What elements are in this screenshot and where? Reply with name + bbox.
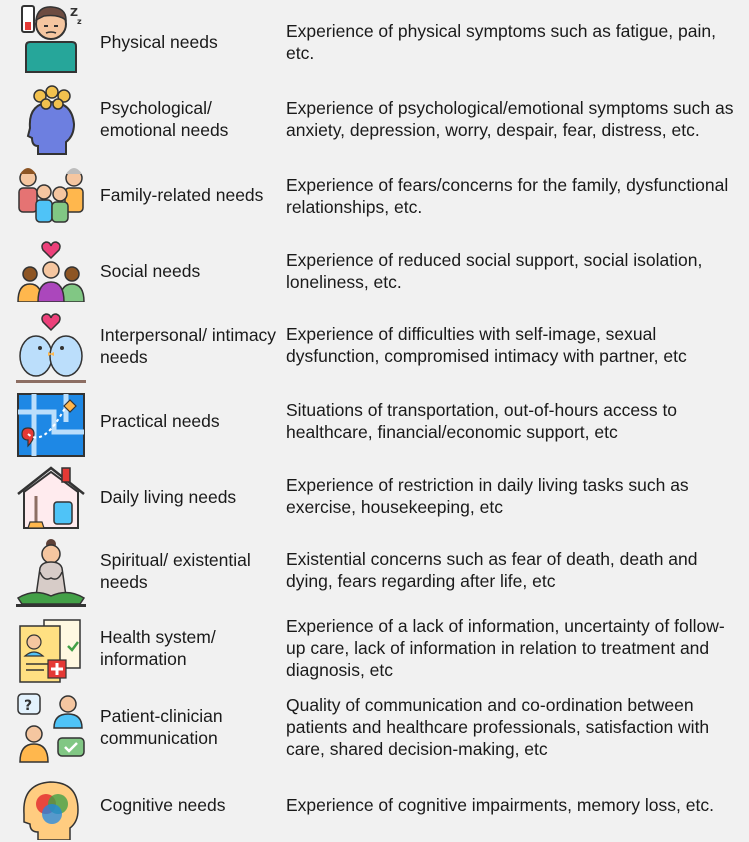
brain-head-icon bbox=[14, 772, 88, 840]
medical-records-icon bbox=[14, 616, 88, 684]
tired-person-icon bbox=[14, 2, 88, 74]
needs-row bbox=[0, 462, 749, 532]
need-label: Interpersonal/ intimacy needs bbox=[100, 325, 277, 367]
need-description: Quality of communication and co-ordination between patients and healthcare professionals, satisfaction with care, shared decision-making, etc bbox=[286, 695, 710, 759]
need-description: Existential concerns such as fear of death, death and dying, fears regarding after life, etc bbox=[286, 549, 698, 591]
needs-row bbox=[0, 162, 749, 234]
needs-row bbox=[0, 534, 749, 610]
need-label: Social needs bbox=[100, 261, 201, 281]
need-description: Experience of cognitive impairments, memory loss, etc. bbox=[286, 795, 714, 815]
lovebirds-icon bbox=[14, 310, 88, 386]
need-label: Physical needs bbox=[100, 32, 218, 52]
need-description: Experience of difficulties with self-image, sexual dysfunction, compromised intimacy with partner, etc bbox=[286, 324, 687, 366]
need-label: Spiritual/ existential needs bbox=[100, 550, 251, 592]
house-cleaning-icon bbox=[14, 464, 88, 530]
meditation-icon bbox=[14, 536, 88, 608]
need-description: Experience of a lack of information, uncertainty of follow-up care, lack of information in relation to treatment and diagnosis, etc bbox=[286, 616, 725, 680]
needs-row bbox=[0, 688, 749, 768]
need-description: Experience of physical symptoms such as fatigue, pain, etc. bbox=[286, 21, 716, 63]
need-description: Experience of fears/concerns for the family, dysfunctional relationships, etc. bbox=[286, 175, 729, 217]
needs-row bbox=[0, 0, 749, 78]
needs-row bbox=[0, 308, 749, 388]
family-group-icon bbox=[14, 162, 88, 230]
needs-row bbox=[0, 390, 749, 460]
svg-text:?: ? bbox=[24, 698, 33, 714]
needs-row bbox=[0, 80, 749, 162]
need-description: Experience of psychological/emotional symptoms such as anxiety, depression, worry, despair, fear, distress, etc. bbox=[286, 98, 734, 140]
need-description: Experience of restriction in daily living tasks such as exercise, housekeeping, etc bbox=[286, 475, 689, 517]
need-label: Health system/ information bbox=[100, 627, 216, 669]
map-route-icon bbox=[14, 392, 88, 458]
svg-text:z: z bbox=[77, 17, 82, 26]
need-label: Practical needs bbox=[100, 411, 220, 431]
svg-text:Z: Z bbox=[70, 6, 78, 19]
people-heart-icon bbox=[14, 238, 88, 302]
head-brain-swirl-icon bbox=[14, 84, 88, 156]
need-label: Daily living needs bbox=[100, 487, 237, 507]
needs-row bbox=[0, 236, 749, 306]
needs-row bbox=[0, 612, 749, 686]
need-description: Experience of reduced social support, social isolation, loneliness, etc. bbox=[286, 250, 703, 292]
doctor-patient-chat-icon bbox=[14, 692, 88, 764]
needs-row bbox=[0, 770, 749, 840]
need-label: Patient-clinician communication bbox=[100, 706, 223, 748]
need-label: Family-related needs bbox=[100, 185, 264, 205]
need-label: Psychological/ emotional needs bbox=[100, 98, 229, 140]
need-label: Cognitive needs bbox=[100, 795, 226, 815]
need-description: Situations of transportation, out-of-hours access to healthcare, financial/economic support, etc bbox=[286, 400, 678, 442]
